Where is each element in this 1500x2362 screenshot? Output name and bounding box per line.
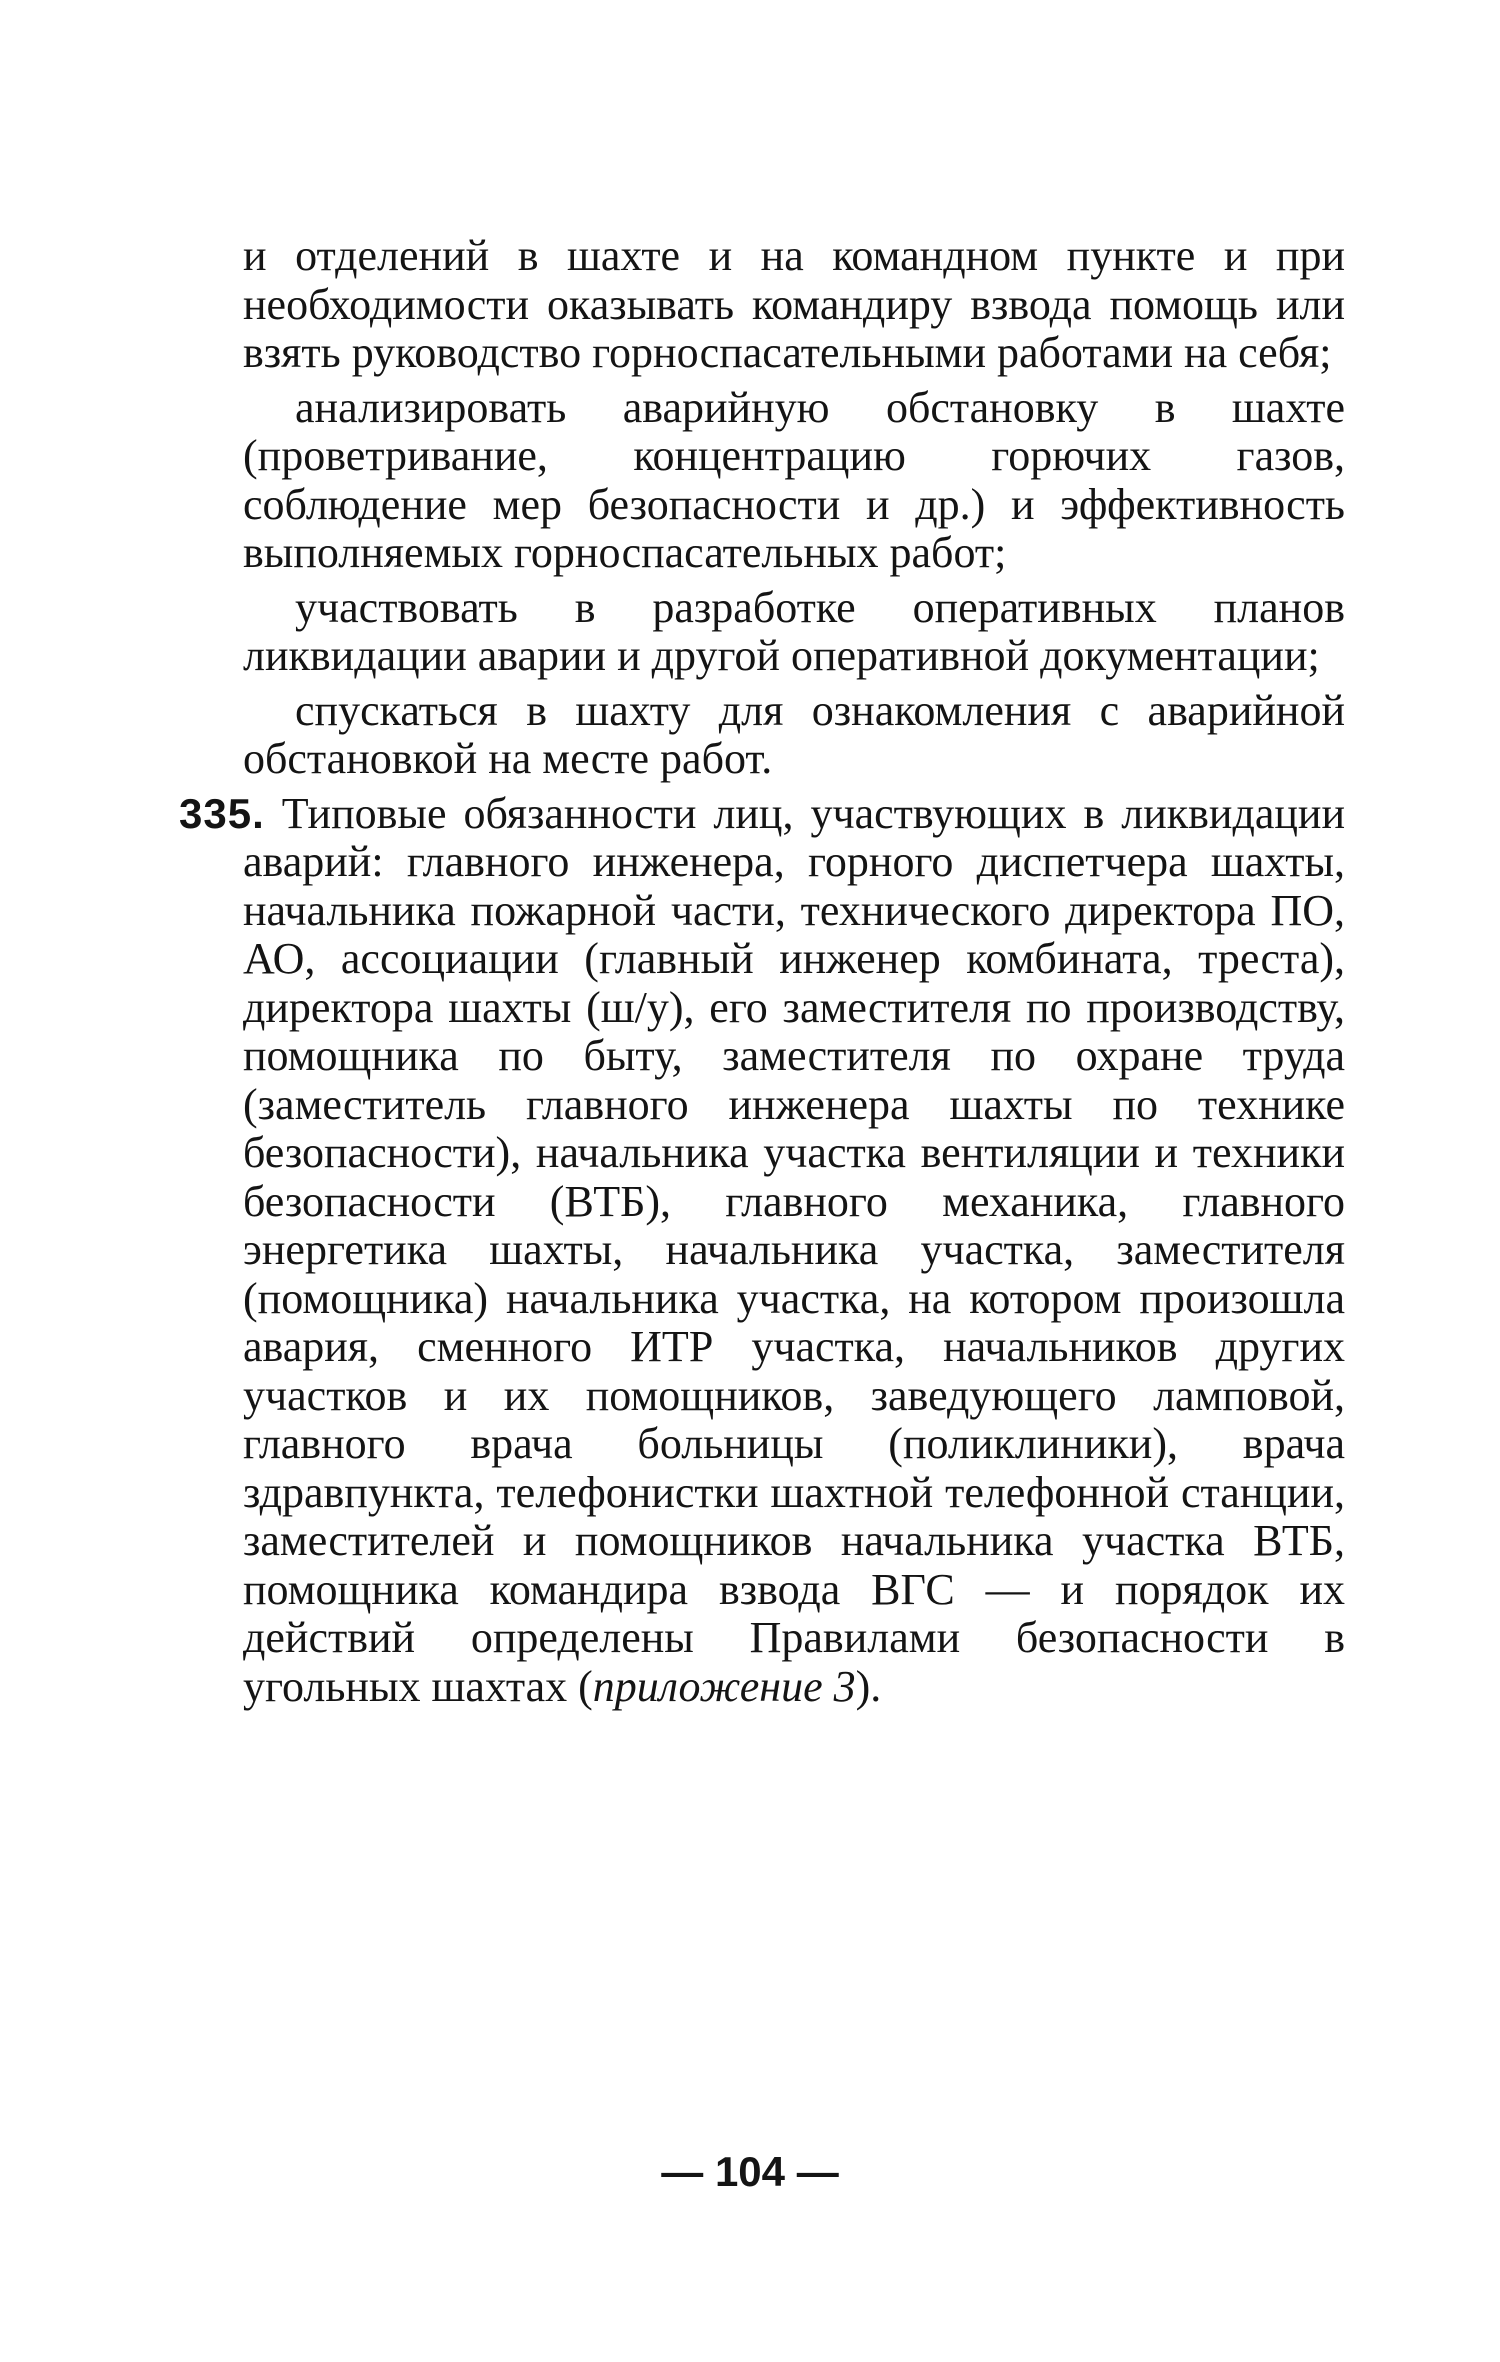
paragraph-participate: участвовать в разработке оперативных планов ликвидации аварии и другой оперативной документации; (243, 582, 1345, 680)
paragraph-analyze: анализировать аварийную обстановку в шахте (проветривание, концентрацию горючих газов, соблюдение мер безопасности и др.) и эффективность выполняемых горноспасательных работ; (243, 382, 1345, 577)
body-text (179, 231, 1345, 1717)
item-335 (179, 788, 1345, 1712)
item-text: Типовые обязанности лиц, участвующих в ликвидации аварий: главного инженера, горного диспетчера шахты, начальника пожарной части, технического директора ПО, АО, ассоциации (главный инженер комбината, треста), директора шахты (ш/у), его заместителя по производству, помощника по быту, заместителя по охране труда (заместитель главного инженера шахты по технике безопасности), начальника участка вентиляции и техники безопасности (ВТБ), главного механика, главного энергетика шахты, начальника участка, заместителя (помощника) начальника участка, на котором произошла авария, сменного ИТР участка, начальников других участков и их помощников, заведующего ламповой, главного врача больницы (поликлиники), врача здравпункта, телефонистки шахтной телефонной станции, заместителей и помощников начальника участка ВТБ, помощника командира взвода ВГС — и порядок их действий определены Правилами безопасности в угольных шахтах ( (243, 788, 1345, 1711)
item-number: 335. (179, 789, 265, 837)
appendix-reference: приложение 3 (592, 1661, 856, 1711)
item-closing: ). (855, 1661, 882, 1711)
page-number: — 104 — (661, 2148, 839, 2195)
paragraph-descend: спускаться в шахту для ознакомления с аварийной обстановкой на месте работ. (243, 685, 1345, 783)
paragraph-continuation: и отделений в шахте и на командном пункте и при необходимости оказывать командиру взвода помощь или взять руководство горноспасательными работами на себя; (243, 231, 1345, 377)
